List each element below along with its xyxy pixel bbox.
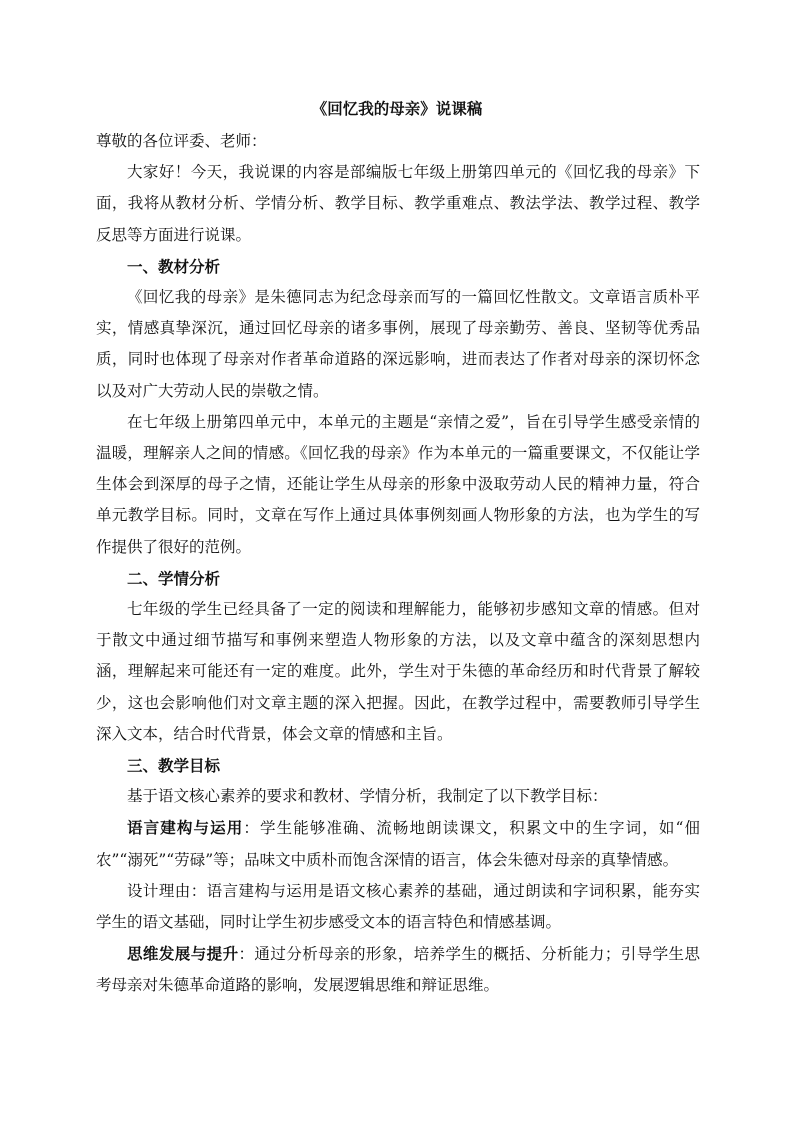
goal-thinking-text: ：通过分析母亲的形象，培养学生的概括、分析能力；引导学生思考母亲对朱德革命道路的影响，发展逻辑思维和辩证思维。 — [96, 945, 700, 995]
goal-language-lead: 语言建构与运用 — [127, 818, 244, 838]
greeting-line: 尊敬的各位评委、老师： — [96, 132, 267, 150]
goal-language-text: ：学生能够准确、流畅地朗读课文，积累文中的生字词，如“佃农”“溺死”“劳碌”等；品味文中质朴而饱含深情的语言，体会朱德对母亲的真挚情感。 — [96, 819, 700, 869]
teaching-goals-intro: 基于语文核心素养的要求和教材、学情分析，我制定了以下教学目标： — [127, 787, 608, 806]
section-heading-teaching-goals: 三、教学目标 — [127, 756, 221, 776]
goal-thinking-paragraph — [96, 938, 700, 1001]
intro-paragraph: 大家好！今天，我说课的内容是部编版七年级上册第四单元的《回忆我的母亲》下面，我将从教材分析、学情分析、教学目标、教学重难点、教法学法、教学过程、教学反思等方面进行说课。 — [96, 163, 700, 244]
section-heading-textbook-analysis: 一、教材分析 — [127, 256, 221, 276]
goal-thinking-lead: 思维发展与提升 — [127, 944, 239, 964]
section-heading-student-analysis: 二、学情分析 — [127, 568, 221, 588]
student-analysis-paragraph: 七年级的学生已经具备了一定的阅读和理解能力，能够初步感知文章的情感。但对于散文中通过细节描写和事例来塑造人物形象的方法，以及文章中蕴含的深刻思想内涵，理解起来可能还有一定的难度。此外，学生对于朱德的革命经历和时代背景了解较少，这也会影响他们对文章主题的深入把握。因此，在教学过程中，需要教师引导学生深入文本，结合时代背景，体会文章的情感和主旨。 — [96, 600, 700, 743]
textbook-analysis-paragraph-1: 《回忆我的母亲》是朱德同志为纪念母亲而写的一篇回忆性散文。文章语言质朴平实，情感真挚深沉，通过回忆母亲的诸多事例，展现了母亲勤劳、善良、坚韧等优秀品质，同时也体现了母亲对作者革命道路的深远影响，进而表达了作者对母亲的深切怀念以及对广大劳动人民的崇敬之情。 — [96, 288, 700, 400]
design-reason-paragraph: 设计理由：语言建构与运用是语文核心素养的基础，通过朗读和字词积累，能夯实学生的语文基础，同时让学生初步感受文本的语言特色和情感基调。 — [96, 881, 700, 932]
goal-language-paragraph — [96, 812, 700, 875]
textbook-analysis-paragraph-2: 在七年级上册第四单元中，本单元的主题是“亲情之爱”，旨在引导学生感受亲情的温暖，理解亲人之间的情感。《回忆我的母亲》作为本单元的一篇重要课文，不仅能让学生体会到深厚的母子之情，还能让学生从母亲的形象中汲取劳动人民的精神力量，符合单元教学目标。同时，文章在写作上通过具体事例刻画人物形象的方法，也为学生的写作提供了很好的范例。 — [96, 412, 700, 556]
document-body — [96, 126, 700, 1002]
document-title: 《回忆我的母亲》说课稿 — [311, 99, 483, 118]
